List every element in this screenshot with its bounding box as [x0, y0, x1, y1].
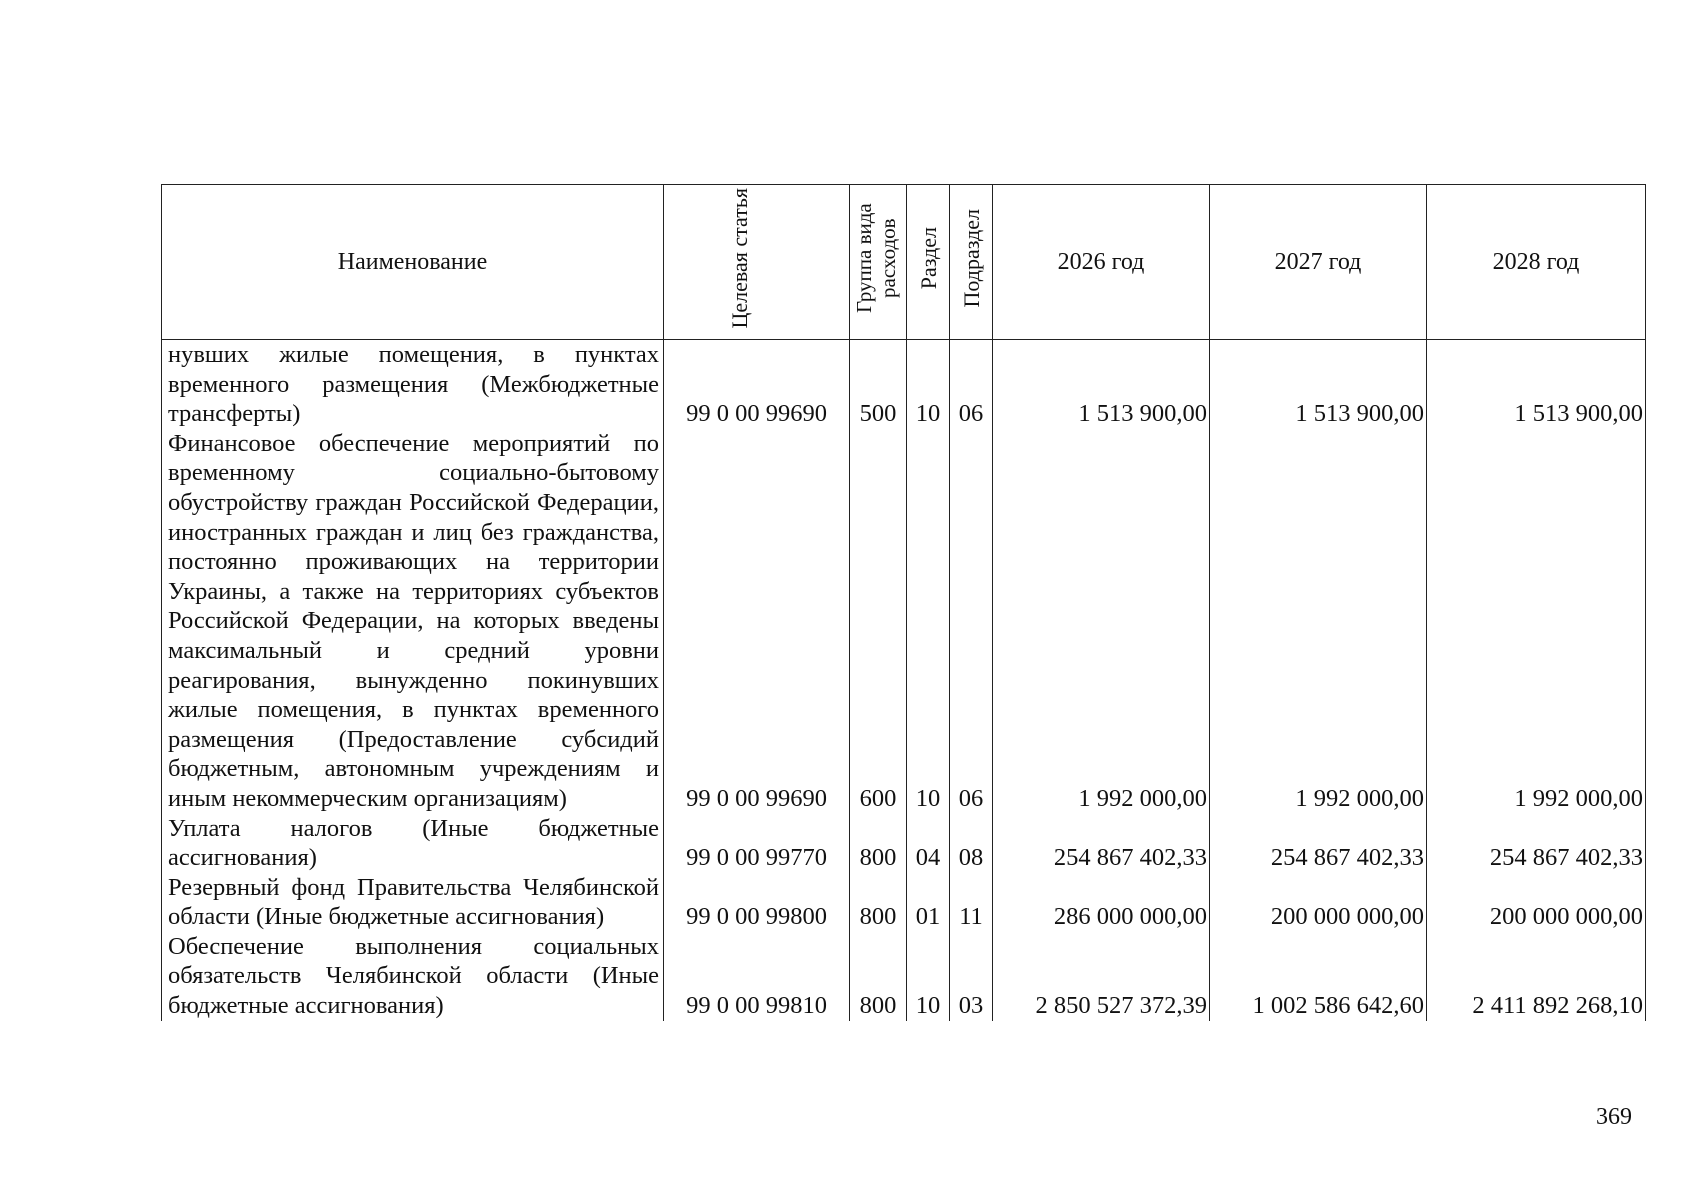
row-expense-group: 800: [850, 932, 907, 1021]
row-target-article: 99 0 00 99810: [664, 932, 850, 1021]
row-expense-group: 800: [850, 873, 907, 932]
row-target-article: 99 0 00 99800: [664, 873, 850, 932]
row-section: 04: [907, 814, 950, 873]
header-target-article: Целевая статья: [664, 185, 850, 340]
row-amount-2028: 2 411 892 268,10: [1427, 932, 1646, 1021]
table-row: [162, 932, 1646, 1021]
row-expense-group: 500: [850, 340, 907, 429]
row-target-article: 99 0 00 99690: [664, 429, 850, 814]
budget-table: [161, 184, 1646, 1021]
row-amount-2026: 2 850 527 372,39: [993, 932, 1210, 1021]
row-amount-2028: 200 000 000,00: [1427, 873, 1646, 932]
row-amount-2027: 200 000 000,00: [1210, 873, 1427, 932]
table-header-row: [162, 185, 1646, 340]
row-amount-2027: 1 992 000,00: [1210, 429, 1427, 814]
row-subsection: 11: [950, 873, 993, 932]
row-subsection: 03: [950, 932, 993, 1021]
row-section: 10: [907, 340, 950, 429]
row-subsection: 06: [950, 340, 993, 429]
row-name: Уплата налогов (Иные бюджетные ассигнования): [162, 814, 664, 873]
header-expense-group: Группа вида расходов: [850, 185, 907, 340]
row-expense-group: 800: [850, 814, 907, 873]
header-year-2026: 2026 год: [993, 185, 1210, 340]
header-year-2027: 2027 год: [1210, 185, 1427, 340]
row-amount-2026: 286 000 000,00: [993, 873, 1210, 932]
table-row: [162, 814, 1646, 873]
row-amount-2028: 1 992 000,00: [1427, 429, 1646, 814]
row-amount-2027: 1 002 586 642,60: [1210, 932, 1427, 1021]
row-section: 01: [907, 873, 950, 932]
header-name: Наименование: [162, 185, 664, 340]
table-row: [162, 873, 1646, 932]
row-name: нувших жилые помещения, в пунктах временного размещения (Межбюджетные трансферты): [162, 340, 664, 429]
row-section: 10: [907, 429, 950, 814]
row-amount-2026: 254 867 402,33: [993, 814, 1210, 873]
header-section: Раздел: [907, 185, 950, 340]
table-row: [162, 429, 1646, 814]
row-name: Обеспечение выполнения социальных обязательств Челябинской области (Иные бюджетные ассигнования): [162, 932, 664, 1021]
row-expense-group: 600: [850, 429, 907, 814]
row-amount-2028: 254 867 402,33: [1427, 814, 1646, 873]
row-amount-2027: 254 867 402,33: [1210, 814, 1427, 873]
row-section: 10: [907, 932, 950, 1021]
page-number: 369: [1596, 1104, 1632, 1130]
row-name: Финансовое обеспечение мероприятий по временному социально-бытовому обустройству граждан Российской Федерации, иностранных граждан и лиц без гражданства, постоянно проживающих на территории Украины, а также на территориях субъектов Российской Федерации, на которых введены максимальный и средний уровни реагирования, вынужденно покинувших жилые помещения, в пунктах временного размещения (Предоставление субсидий бюджетным, автономным учреждениям и иным некоммерческим организациям): [162, 429, 664, 814]
row-subsection: 06: [950, 429, 993, 814]
header-year-2028: 2028 год: [1427, 185, 1646, 340]
row-target-article: 99 0 00 99770: [664, 814, 850, 873]
row-name: Резервный фонд Правительства Челябинской области (Иные бюджетные ассигнования): [162, 873, 664, 932]
table-row: [162, 340, 1646, 429]
header-subsection: Подраздел: [950, 185, 993, 340]
row-amount-2028: 1 513 900,00: [1427, 340, 1646, 429]
row-amount-2027: 1 513 900,00: [1210, 340, 1427, 429]
row-amount-2026: 1 513 900,00: [993, 340, 1210, 429]
row-amount-2026: 1 992 000,00: [993, 429, 1210, 814]
row-subsection: 08: [950, 814, 993, 873]
row-target-article: 99 0 00 99690: [664, 340, 850, 429]
